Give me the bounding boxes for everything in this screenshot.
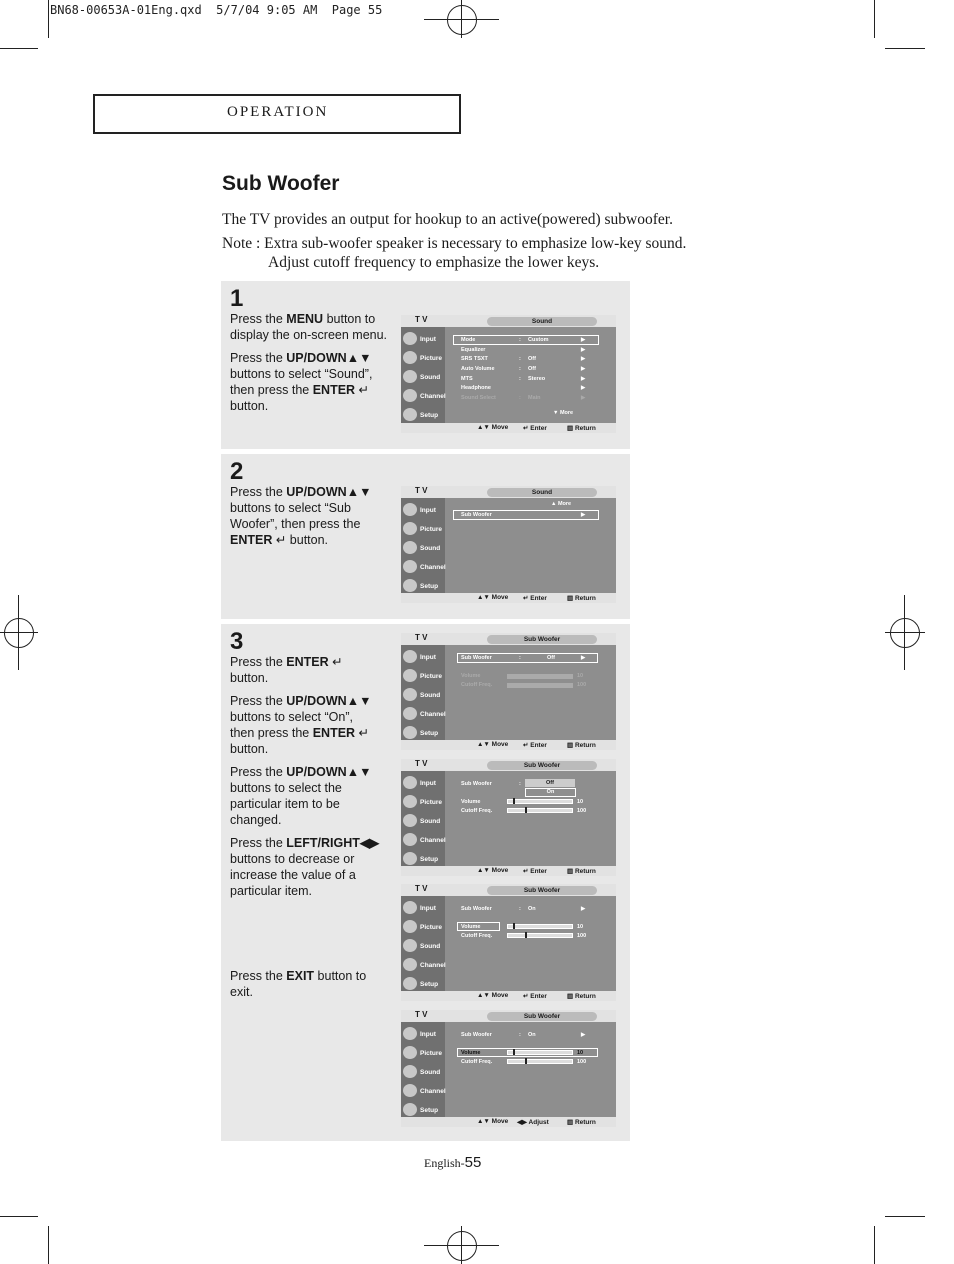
setup-icon [403,726,417,739]
cutoff-bar [507,933,573,938]
osd-screen-subwoofer-dropdown: T V Sub Woofer Input Picture Sound Channel Setup Sub Woofer : Off On Volume 10 Cutoff Freq. 100 ▲▼ Move ↵ Enter ▥ Return [401,759,616,876]
menu-row: MTS : Stereo ▶ [461,376,586,382]
menu-row: Mode : Custom ▶ [461,337,586,343]
osd-screen-subwoofer-adjust: T V Sub Woofer Input Picture Sound Channel Setup Sub Woofer : On ▶ Volume 10 Cutoff Freq. 100 ▲▼ Move ◀▶ Adjust ▥ Return [401,1010,616,1127]
file-header: BN68-00653A-01Eng.qxd 5/7/04 9:05 AM Page 55 [50,3,383,17]
step-1-panel [221,281,630,449]
step-2-panel [221,454,630,619]
side-item-channel: Channel [401,386,445,405]
osd-screen-subwoofer-volume: T V Sub Woofer Input Picture Sound Channel Setup Sub Woofer : On ▶ Volume 10 Cutoff Freq. 100 ▲▼ Move ↵ Enter ▥ Return [401,884,616,1001]
volume-slider [513,1049,515,1055]
input-icon [403,901,417,914]
osd-screen-subwoofer-off: T V Sub Woofer Input Picture Sound Channel Setup Sub Woofer : Off ▶ Volume 10 Cutoff Freq. 100 ▲▼ Move ↵ Enter ▥ Return [401,633,616,750]
picture-icon [403,522,417,535]
step-3-text-a: Press the ENTER ↵ button. Press the UP/DOWN▲▼ buttons to select “On”, then press the ENTER ↵ button. Press the UP/DOWN▲▼ buttons to select the particular item to be changed. Press the LEFT/RIGHT◀▶ buttons to decrease or increase the value of a particular item. [230,655,380,898]
registration-mark [4,618,34,648]
registration-mark [447,1231,477,1261]
step-1-text: Press the MENU button to display the on-screen menu. Press the UP/DOWN▲▼ buttons to select “Sound”, then press the ENTER ↵ button. [230,312,388,413]
menu-row: Sub Woofer : On ▶ [461,906,586,912]
cutoff-bar [507,808,573,813]
crop-mark [874,0,875,38]
channel-icon [403,1084,417,1097]
volume-slider [513,798,515,804]
menu-row: Cutoff Freq. 100 [461,682,587,688]
menu-row: Sub Woofer : [461,781,521,787]
input-icon [403,650,417,663]
crop-mark [885,48,925,49]
setup-icon [403,408,417,421]
cutoff-slider [525,1058,527,1064]
note-line-1: Note : Extra sub-woofer speaker is necessary to emphasize low-key sound. [222,235,687,252]
crop-mark [0,1216,38,1217]
menu-row: Sub Woofer : On ▶ [461,1032,586,1038]
side-item-setup: Setup [401,405,445,424]
menu-row: Volume 10 [461,924,584,930]
sound-icon [403,939,417,952]
section-header [93,94,461,134]
menu-row: Cutoff Freq. 100 [461,933,587,939]
menu-row: Volume 10 [461,799,584,805]
crop-mark [48,0,49,38]
note-line-2: Adjust cutoff frequency to emphasize the lower keys. [268,254,600,271]
volume-slider [513,923,515,929]
menu-row: Sound Select : Main ▶ [461,395,586,401]
volume-bar [507,1050,573,1055]
registration-line [461,1226,462,1264]
page-number: English-55 [424,1154,482,1171]
crop-mark [885,1216,925,1217]
picture-icon [403,669,417,682]
volume-bar [507,674,573,679]
osd-screen-sound: T V Sound Input Picture Sound Channel Setup Mode : Custom ▶ Equalizer ▶ SRS TSXT : Off ▶ Auto Volume : Off ▶ MTS : Stereo ▶ Headphone ▶ Sound Select : Main ▶ ▼ More ▲▼ Move ↵ Enter ▥ Return [401,315,616,433]
cutoff-slider [525,932,527,938]
sound-icon [403,370,417,383]
enter-icon: ↵ [328,655,343,669]
side-item-picture: Picture [401,348,445,367]
menu-row: Equalizer ▶ [461,347,586,353]
step-2-text: Press the UP/DOWN▲▼ buttons to select “Sub Woofer”, then press the ENTER ↵ button. [230,485,372,547]
menu-row: Sub Woofer ▶ [461,512,586,518]
step-3-text-b: Press the EXIT button to exit. [230,969,367,999]
crop-mark [48,1226,49,1264]
setup-icon [403,1103,417,1116]
enter-icon: ↵ [355,726,370,740]
page-title: Sub Woofer [222,172,340,195]
input-icon [403,1027,417,1040]
input-icon [403,776,417,789]
menu-row: Cutoff Freq. 100 [461,1059,587,1065]
channel-icon [403,707,417,720]
more-indicator: ▲ More [551,501,572,507]
menu-row: Volume 10 [461,673,584,679]
menu-row: SRS TSXT : Off ▶ [461,356,586,362]
registration-mark [890,618,920,648]
menu-row: Auto Volume : Off ▶ [461,366,586,372]
step-3-panel [221,624,630,1141]
input-icon [403,503,417,516]
menu-row: Cutoff Freq. 100 [461,808,587,814]
side-item-sound: Sound [401,367,445,386]
channel-icon [403,833,417,846]
channel-icon [403,560,417,573]
cutoff-bar [507,1059,573,1064]
cutoff-bar [507,683,573,688]
sound-icon [403,1065,417,1078]
setup-icon [403,977,417,990]
registration-line [0,632,38,633]
registration-mark [447,5,477,35]
menu-row: Volume 10 [461,1050,584,1056]
menu-row: Headphone ▶ [461,385,586,391]
crop-mark [0,48,38,49]
sound-icon [403,814,417,827]
registration-line [461,0,462,38]
osd-screen-sound-more: T V Sound Input Picture Sound Channel Setup ▲ More Sub Woofer ▶ ▲▼ Move ↵ Enter ▥ Return [401,486,616,603]
picture-icon [403,351,417,364]
step-number: 3 [230,628,244,655]
crop-mark [874,1226,875,1264]
sound-icon [403,541,417,554]
channel-icon [403,389,417,402]
cutoff-slider [525,807,527,813]
intro-text: The TV provides an output for hookup to an active(powered) subwoofer. [222,211,673,228]
dropdown-option-off: Off [525,779,575,787]
setup-icon [403,852,417,865]
menu-row: Sub Woofer : Off ▶ [461,655,586,661]
volume-bar [507,799,573,804]
enter-icon: ↵ [272,533,290,547]
sound-icon [403,688,417,701]
section-label: OPERATION [227,104,329,120]
more-indicator: ▼ More [553,410,574,416]
picture-icon [403,1046,417,1059]
volume-bar [507,924,573,929]
picture-icon [403,795,417,808]
setup-icon [403,579,417,592]
side-item-input: Input [401,329,445,348]
enter-icon: ↵ [355,383,370,397]
registration-line [885,632,925,633]
input-icon [403,332,417,345]
step-number: 1 [230,285,244,312]
picture-icon [403,920,417,933]
step-number: 2 [230,458,244,485]
dropdown-option-on: On [525,788,576,797]
channel-icon [403,958,417,971]
